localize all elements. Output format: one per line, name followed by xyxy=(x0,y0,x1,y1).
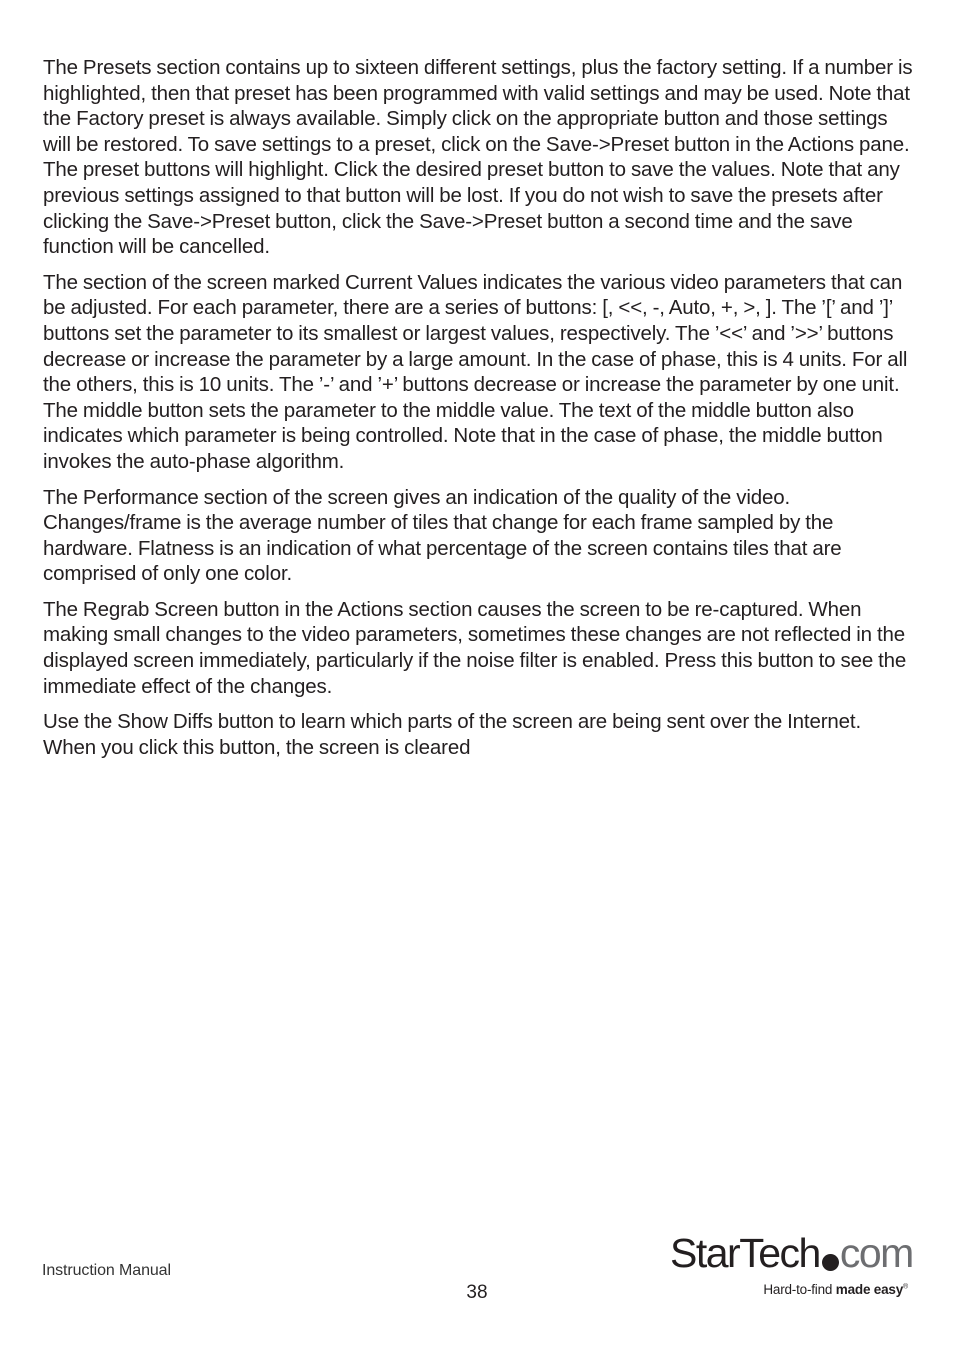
paragraph-performance: The Performance section of the screen gives an indication of the quality of the video. Changes/frame is the average number of tiles that change for each frame sampled by the hardware. Flatness is an indication of what percentage of the screen contains tiles that are comprised of only one color. xyxy=(43,485,842,586)
paragraph-show-diffs: Use the Show Diffs button to learn which parts of the screen are being sent over the Internet. When you click this button, the screen is cleared xyxy=(43,710,862,759)
footer-manual-label: Instruction Manual xyxy=(42,1262,171,1279)
logo-dot-icon xyxy=(822,1254,839,1271)
paragraph-regrab-screen: The Regrab Screen button in the Actions section causes the screen to be re-captured. When making small changes to the video parameters, sometimes these changes are not reflected in the displayed screen immediately, particularly if the noise filter is enabled. Press this button to see the immediate effect of the changes. xyxy=(43,597,907,698)
paragraph-presets: The Presets section contains up to sixteen different settings, plus the factory setting. If a number is highlighted, then that preset has been programmed with valid settings and may be used. Note that the Factory preset is always available. Simply click on the appropriate button and those settings will be restored. To save settings to a preset, click on the Save->Preset button in the Actions pane. The preset buttons will highlight. Click the desired preset button to save the values. Note that any previous settings assigned to that button will be lost. If you do not wish to save the presets after clicking the Save->Preset button, click the Save->Preset button a second time and the save function will be cancelled. xyxy=(43,56,913,259)
logo-tagline-regular: Hard-to-find xyxy=(763,1282,836,1297)
document-body xyxy=(43,55,913,770)
logo-tagline xyxy=(763,1282,908,1297)
registered-mark: ® xyxy=(903,1283,908,1291)
logo-brand-text: StarTech xyxy=(670,1230,820,1276)
paragraph-current-values: The section of the screen marked Current Values indicates the various video parameters that can be adjusted. For each parameter, there are a series of buttons: [, <<, -, Auto, +, >, ]. The ’[’ and ’]’ buttons set the parameter to its smallest or largest values, respectively. The ’<<’ and ’>>’ buttons decrease or increase the parameter by a large amount. In the case of phase, this is 4 units. For all the others, this is 10 units. The ’-’ and ’+’ buttons decrease or increase the parameter by one unit. The middle button sets the parameter to the middle value. The text of the middle button also indicates which parameter is being controlled. Note that in the case of phase, the middle button invokes the auto-phase algorithm. xyxy=(43,270,908,473)
logo-suffix-text: com xyxy=(839,1230,913,1276)
logo-tagline-bold: made easy xyxy=(835,1282,904,1297)
startech-logo xyxy=(670,1228,913,1308)
logo-wordmark xyxy=(670,1228,913,1278)
page-number: 38 xyxy=(466,1282,488,1303)
